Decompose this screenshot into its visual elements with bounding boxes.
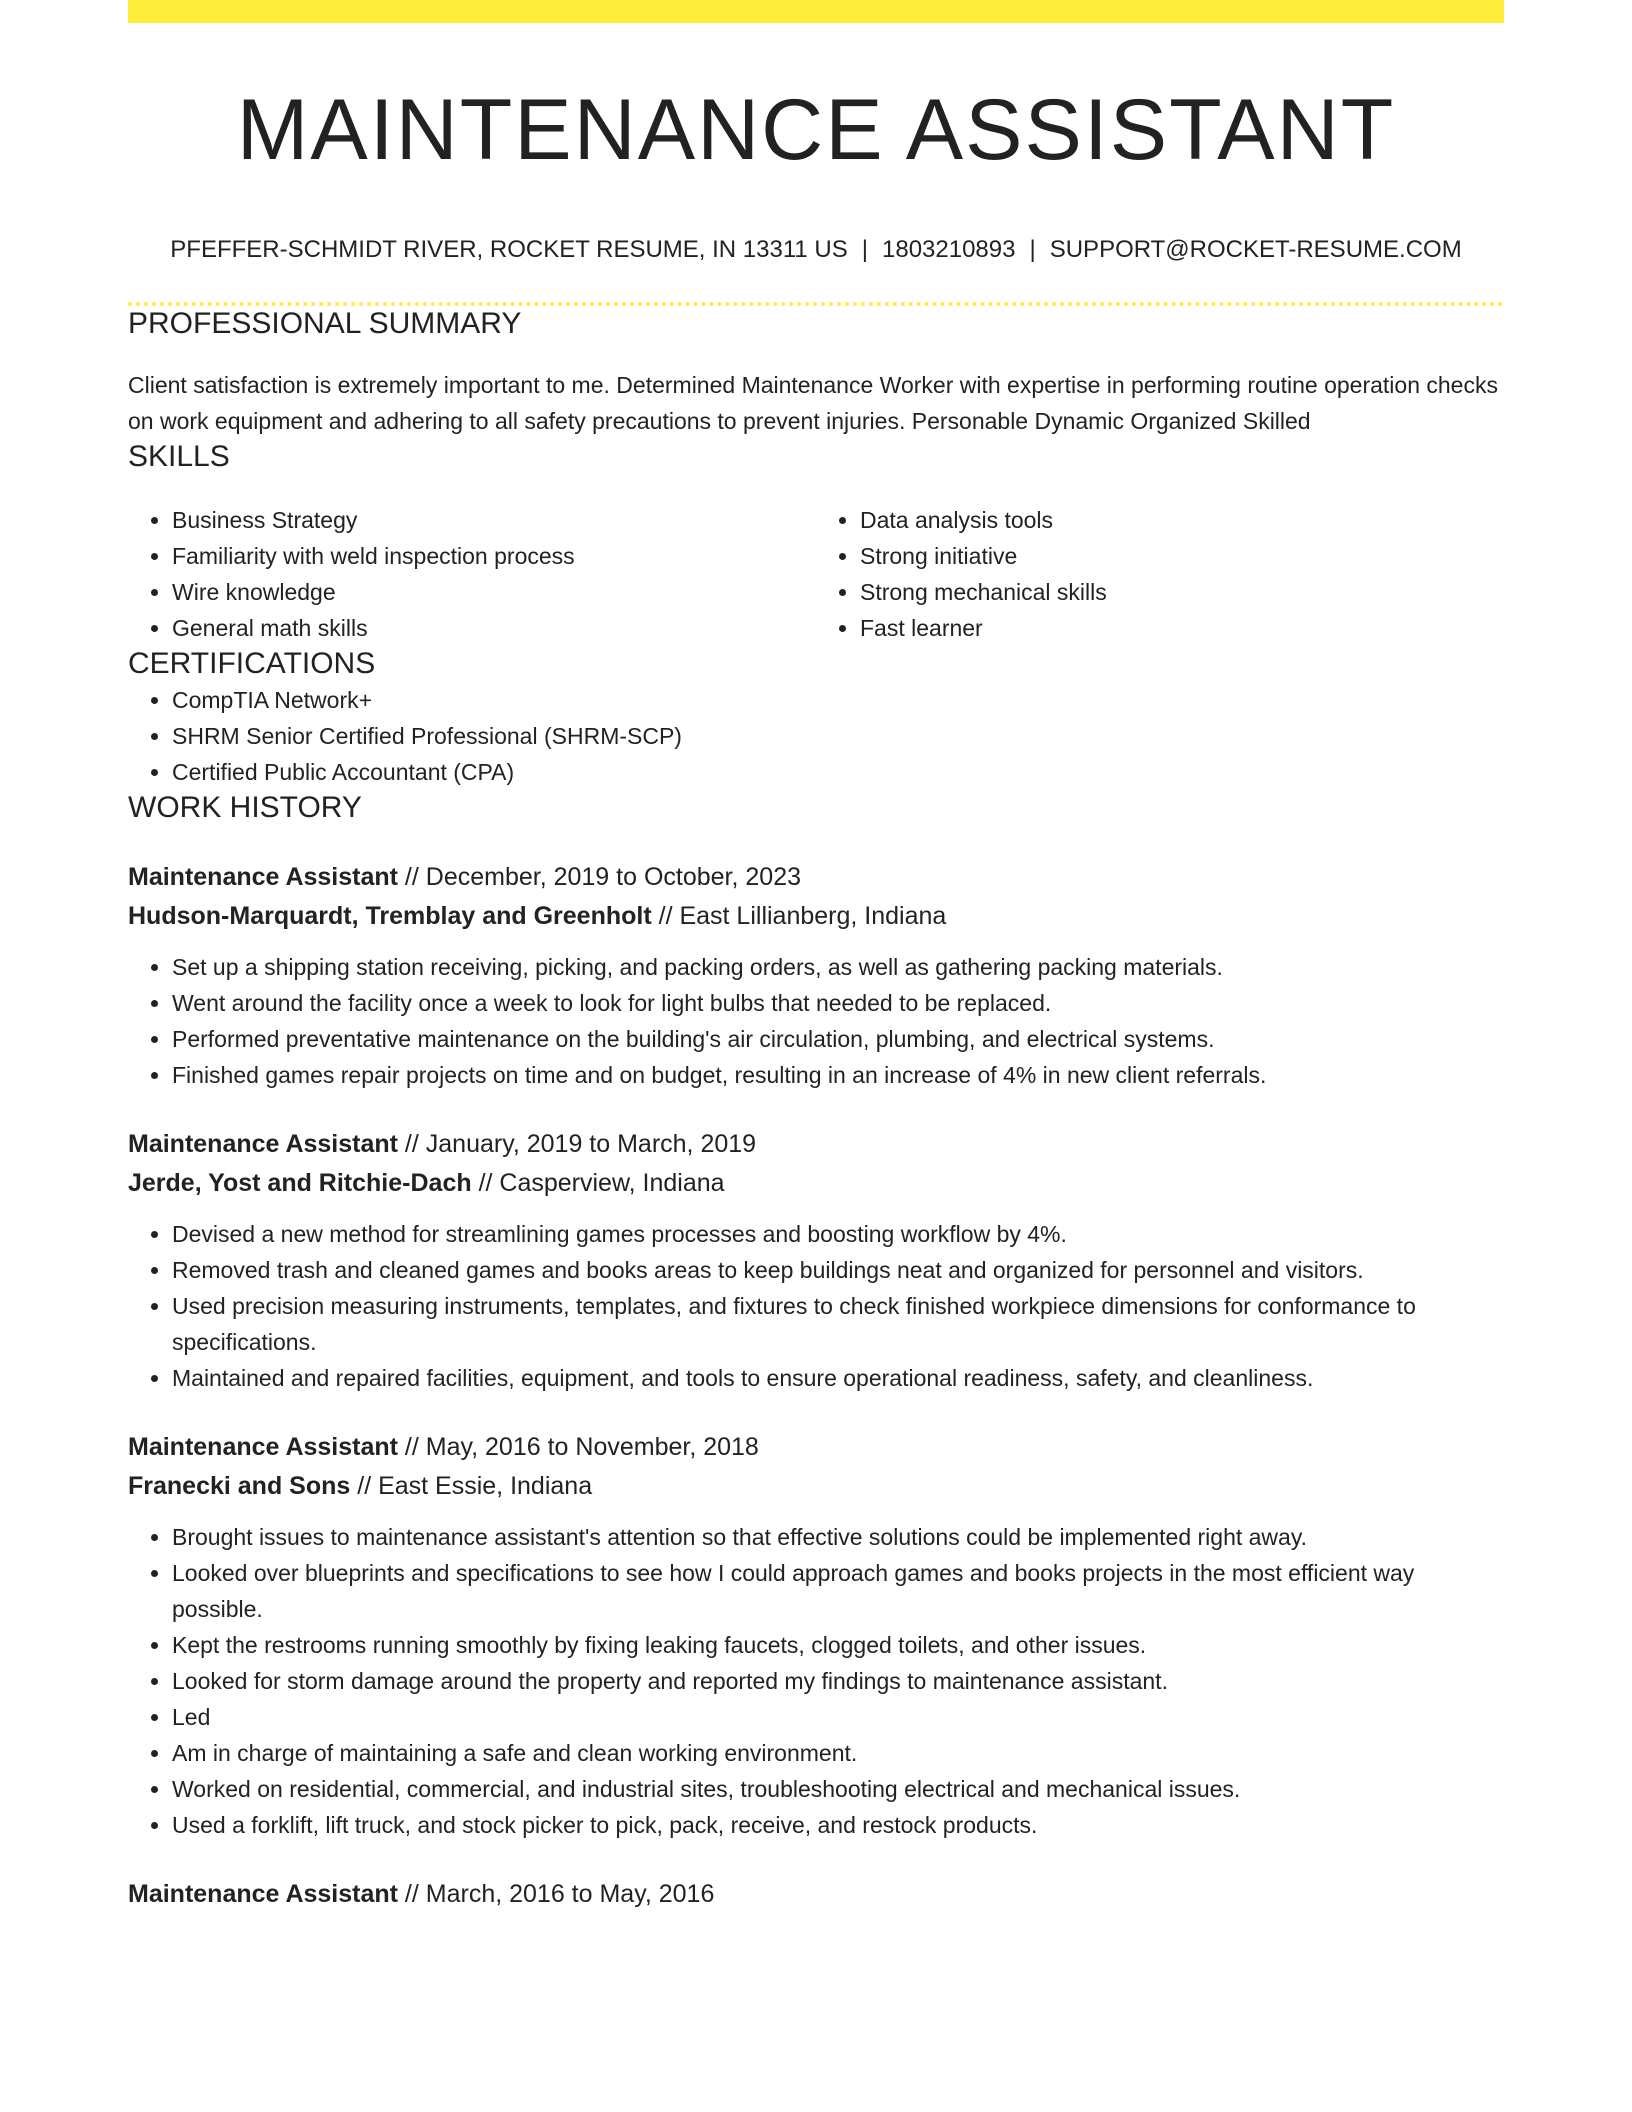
job-position: Maintenance Assistant (128, 1130, 398, 1159)
contact-separator: | (861, 235, 868, 263)
job-company: Hudson-Marquardt, Tremblay and Greenholt (128, 902, 652, 931)
job-company: Franecki and Sons (128, 1472, 351, 1501)
contact-address: PFEFFER-SCHMIDT RIVER, ROCKET RESUME, IN 13311 US (170, 235, 848, 263)
duty-item: • Kept the restrooms running smoothly by fixing leaking faucets, clogged toilets, and other issues. (172, 1627, 1504, 1663)
duty-item: • Removed trash and cleaned games and books areas to keep buildings neat and organized for personnel and visitors. (172, 1252, 1504, 1288)
job-duties (128, 1519, 1504, 1843)
job-company: Jerde, Yost and Ritchie-Dach (128, 1169, 472, 1198)
work-history-list (128, 858, 1504, 1914)
job-dates: // March, 2016 to May, 2016 (397, 1880, 715, 1909)
certification-item: • Certified Public Accountant (CPA) (172, 754, 1504, 790)
duty-item: • Am in charge of maintaining a safe and clean working environment. (172, 1735, 1504, 1771)
duty-item: • Worked on residential, commercial, and industrial sites, troubleshooting electrical and mechanical issues. (172, 1771, 1504, 1807)
duty-item: • Finished games repair projects on time and on budget, resulting in an increase of 4% in new client referrals. (172, 1057, 1504, 1093)
skill-item: • Strong initiative (860, 538, 1504, 574)
resume-name: MAINTENANCE ASSISTANT (236, 82, 1396, 178)
duty-item: • Performed preventative maintenance on the building's air circulation, plumbing, and electrical systems. (172, 1021, 1504, 1057)
job-position: Maintenance Assistant (128, 1880, 398, 1909)
job-entry (128, 1428, 1504, 1843)
job-title-line (128, 1875, 1504, 1914)
job-title-line (128, 1125, 1504, 1164)
duty-item: • Maintained and repaired facilities, equipment, and tools to ensure operational readiness, safety, and cleanliness. (172, 1360, 1504, 1396)
job-dates: // December, 2019 to October, 2023 (397, 863, 802, 892)
skill-item: • Familiarity with weld inspection process (172, 538, 816, 574)
contact-phone: 1803210893 (882, 235, 1016, 263)
job-company-line (128, 1467, 1504, 1506)
job-entry (128, 1125, 1504, 1396)
skill-item: • General math skills (172, 610, 816, 646)
accent-top-bar (128, 0, 1504, 23)
job-company-line (128, 1164, 1504, 1203)
duty-item: • Set up a shipping station receiving, picking, and packing orders, as well as gathering packing materials. (172, 949, 1504, 985)
job-duties (128, 1216, 1504, 1396)
job-dates: // May, 2016 to November, 2018 (397, 1433, 759, 1462)
work-history-heading: WORK HISTORY (128, 791, 362, 825)
job-entry (128, 1875, 1504, 1914)
duty-item: • Led (172, 1699, 1504, 1735)
contact-separator: | (1029, 235, 1036, 263)
skills-left-list (128, 502, 816, 646)
job-entry (128, 858, 1504, 1093)
job-location: // Casperview, Indiana (471, 1169, 725, 1198)
duty-item: • Devised a new method for streamlining games processes and boosting workflow by 4%. (172, 1216, 1504, 1252)
job-location: // East Essie, Indiana (350, 1472, 593, 1501)
skill-item: • Wire knowledge (172, 574, 816, 610)
resume-page (128, 0, 1504, 1914)
skill-item: • Business Strategy (172, 502, 816, 538)
skills-heading: SKILLS (128, 440, 230, 474)
contact-email: SUPPORT@ROCKET-RESUME.COM (1049, 235, 1462, 263)
duty-item: • Brought issues to maintenance assistant's attention so that effective solutions could be implemented right away. (172, 1519, 1504, 1555)
job-dates: // January, 2019 to March, 2019 (397, 1130, 757, 1159)
duty-item: • Looked over blueprints and specifications to see how I could approach games and books projects in the most efficient way possible. (172, 1555, 1504, 1627)
certification-item: • CompTIA Network+ (172, 682, 1504, 718)
duty-item: • Used precision measuring instruments, templates, and fixtures to check finished workpiece dimensions for conformance to specifications. (172, 1288, 1504, 1360)
skill-item: • Fast learner (860, 610, 1504, 646)
job-company-line (128, 897, 1504, 936)
job-location: // East Lillianberg, Indiana (651, 902, 947, 931)
job-title-line (128, 1428, 1504, 1467)
certifications-heading: CERTIFICATIONS (128, 647, 376, 681)
summary-text: Client satisfaction is extremely important to me. Determined Maintenance Worker with expertise in performing routine operation checks on work equipment and adhering to all safety precautions to prevent injuries. Personable Dynamic Organized Skilled (128, 372, 1498, 435)
job-position: Maintenance Assistant (128, 1433, 398, 1462)
skill-item: • Strong mechanical skills (860, 574, 1504, 610)
job-duties (128, 949, 1504, 1093)
duty-item: • Went around the facility once a week to look for light bulbs that needed to be replaced. (172, 985, 1504, 1021)
certification-item: • SHRM Senior Certified Professional (SHRM-SCP) (172, 718, 1504, 754)
duty-item: • Looked for storm damage around the property and reported my findings to maintenance assistant. (172, 1663, 1504, 1699)
summary-heading: PROFESSIONAL SUMMARY (128, 307, 522, 341)
certifications-list (128, 682, 1504, 790)
duty-item: • Used a forklift, lift truck, and stock picker to pick, pack, receive, and restock products. (172, 1807, 1504, 1843)
skills-right-list (816, 502, 1504, 646)
job-position: Maintenance Assistant (128, 863, 398, 892)
job-title-line (128, 858, 1504, 897)
skills-grid (128, 502, 1504, 646)
contact-line (128, 236, 1504, 265)
skill-item: • Data analysis tools (860, 502, 1504, 538)
